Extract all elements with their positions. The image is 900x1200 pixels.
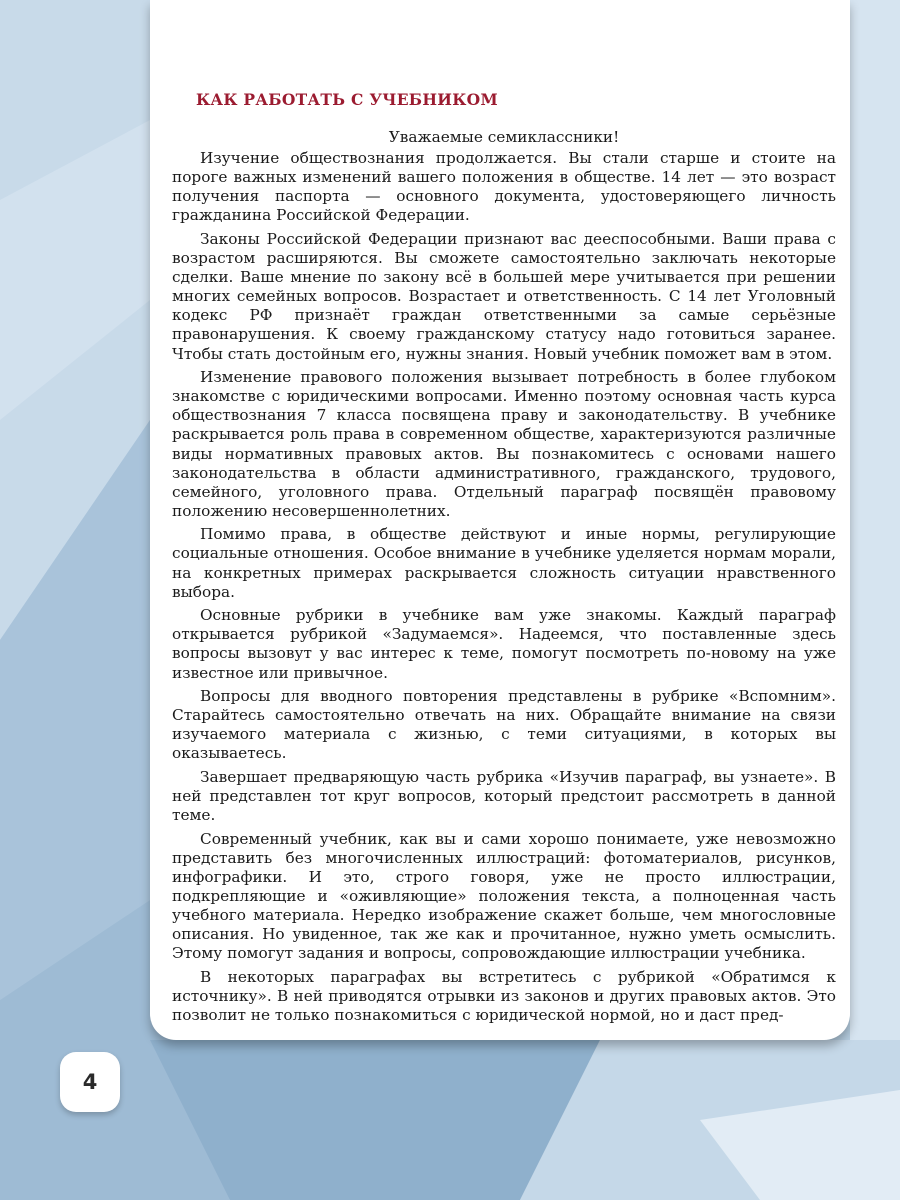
body-text bbox=[172, 128, 836, 1030]
paragraph: В некоторых параграфах вы встретитесь с рубрикой «Обратимся к источнику». В ней приводятся отрывки из законов и других правовых актов. Это позволит не только познакомиться с юридической нормой, но и даст пред- bbox=[172, 967, 836, 1025]
greeting: Уважаемые семиклассники! bbox=[388, 128, 620, 146]
text-card bbox=[150, 0, 850, 1040]
page-number: 4 bbox=[82, 1070, 98, 1094]
paragraph: Законы Российской Федерации признают вас дееспособными. Ваши права с возрастом расширяются. Вы сможете самостоятельно заключать некоторые сделки. Ваше мнение по закону всё в большей мере учитывается при решении многих семейных вопросов. Возрастает и ответственность. С 14 лет Уголовный кодекс РФ признаёт граждан ответственными за самые серьёзные правонарушения. К своему гражданскому статусу надо готовиться заранее. Чтобы стать достойным его, нужны знания. Новый учебник поможет вам в этом. bbox=[172, 229, 836, 363]
page-number-badge bbox=[60, 1052, 120, 1112]
paragraph: Завершает предваряющую часть рубрика «Изучив параграф, вы узнаете». В ней представлен тот круг вопросов, который предстоит рассмотреть в данной теме. bbox=[172, 768, 836, 825]
paragraph: Основные рубрики в учебнике вам уже знакомы. Каждый параграф открывается рубрикой «Задумаемся». Надеемся, что поставленные здесь вопросы вызовут у вас интерес к теме, помогут посмотреть по-новому на уже известное или привычное. bbox=[172, 606, 836, 682]
paragraph: Помимо права, в обществе действуют и иные нормы, регулирующие социальные отношения. Особое внимание в учебнике уделяется нормам морали, на конкретных примерах раскрывается сложность ситуации нравственного выбора. bbox=[172, 525, 836, 601]
paragraph: Изменение правового положения вызывает потребность в более глубоком знакомстве с юридическими вопросами. Именно поэтому основная часть курса обществознания 7 класса посвящена праву и законодательству. В учебнике раскрывается роль права в современном обществе, характеризуются различные виды нормативных правовых актов. Вы познакомитесь с основами нашего законодательства в области административного, гражданского, трудового, семейного, уголовного права. Отдельный параграф посвящён правовому положению несовершеннолетних. bbox=[172, 368, 836, 520]
paragraph: Вопросы для вводного повторения представлены в рубрике «Вспомним». Старайтесь самостоятельно отвечать на них. Обращайте внимание на связи изучаемого материала с жизнью, с теми ситуациями, в которых вы оказываетесь. bbox=[172, 687, 836, 763]
paragraph: Изучение обществознания продолжается. Вы стали старше и стоите на пороге важных изменений вашего положения в обществе. 14 лет — это возраст получения паспорта — основного документа, удостоверяющего личность гражданина Российской Федерации. bbox=[172, 149, 836, 225]
paragraph: Современный учебник, как вы и сами хорошо понимаете, уже невозможно представить без многочисленных иллюстраций: фотоматериалов, рисунков, инфографики. И это, строго говоря, уже не просто иллюстрации, подкрепляющие и «оживляющие» положения текста, а полноценная часть учебного материала. Нередко изображение скажет больше, чем многословные описания. Но увиденное, так же как и прочитанное, нужно уметь осмыслить. Этому помогут задания и вопросы, сопровождающие иллюстрации учебника. bbox=[172, 829, 836, 963]
section-title: КАК РАБОТАТЬ С УЧЕБНИКОМ bbox=[196, 90, 498, 109]
